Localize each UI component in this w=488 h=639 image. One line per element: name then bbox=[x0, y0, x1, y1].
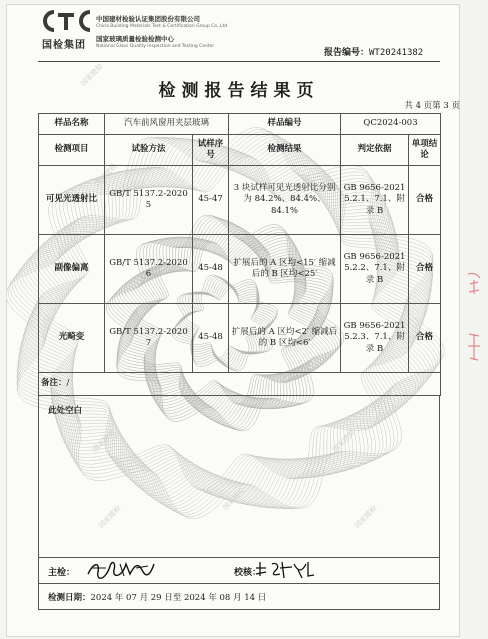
center-name: 国家玻璃质量检验检测中心 bbox=[96, 35, 174, 43]
col-conclusion: 单项结论 bbox=[409, 134, 441, 165]
sample-no-label: 样品编号 bbox=[229, 114, 341, 135]
row-item: 副像偏离 bbox=[39, 235, 105, 304]
test-dates bbox=[48, 591, 266, 603]
sample-name-value: 汽车前风窗用夹层玻璃 bbox=[105, 114, 229, 135]
page-title: 检测报告结果页 bbox=[158, 81, 320, 101]
ctc-logo-icon bbox=[40, 8, 96, 34]
header-row bbox=[39, 134, 441, 165]
watermark: 国家玻检 bbox=[331, 428, 357, 454]
company-logo bbox=[40, 8, 96, 51]
report-number bbox=[324, 45, 423, 58]
org-name-en: China Building Materials Test & Certification Group Co.,Ltd. bbox=[96, 24, 229, 29]
row-specimen: 45-47 bbox=[193, 166, 229, 235]
main-inspector-label: 主检： bbox=[48, 568, 76, 578]
watermark: 国家玻检 bbox=[221, 486, 247, 512]
row-basis: GB 9656-2021 5.2.1、7.1、附录 B bbox=[341, 166, 409, 235]
sample-no-value: QC2024-003 bbox=[341, 114, 441, 135]
table-row bbox=[39, 166, 441, 235]
watermark: 国家玻检 bbox=[353, 504, 379, 530]
row-conclusion: 合格 bbox=[409, 304, 441, 373]
row-item: 光畸变 bbox=[39, 304, 105, 373]
row-method: GB/T 5137.2-2020 7 bbox=[105, 304, 193, 373]
row-specimen: 45-48 bbox=[193, 235, 229, 304]
row-result: 3 块试样可见光透射比分别为 84.2%、84.4%、84.1% bbox=[229, 166, 341, 235]
test-dates-label: 检测日期： bbox=[48, 593, 91, 603]
col-basis: 判定依据 bbox=[341, 134, 409, 165]
row-method: GB/T 5137.2-2020 5 bbox=[105, 166, 193, 235]
watermark: 国家玻检 bbox=[79, 62, 105, 88]
test-dates-value: 2024 年 07 月 29 日至 2024 年 08 月 14 日 bbox=[90, 593, 267, 603]
row-conclusion: 合格 bbox=[409, 235, 441, 304]
results-table bbox=[38, 113, 441, 396]
sample-row bbox=[39, 114, 441, 135]
report-number-label: 报告编号： bbox=[324, 48, 370, 58]
remark-value: / bbox=[66, 378, 70, 389]
main-inspector-signature bbox=[84, 556, 158, 582]
row-specimen: 45-48 bbox=[193, 304, 229, 373]
header-divider bbox=[38, 61, 440, 62]
remark-row bbox=[39, 372, 441, 395]
edge-seal-fragment bbox=[466, 270, 482, 310]
center-name-en: National Glass Quality Inspection and Testing Center bbox=[96, 44, 215, 49]
row-item: 可见光透射比 bbox=[39, 166, 105, 235]
col-item: 检测项目 bbox=[39, 134, 105, 165]
table-row bbox=[39, 235, 441, 304]
row-result: 扩展后的 A 区均<2′ 缩减后的 B 区均<6′ bbox=[229, 304, 341, 373]
row-conclusion: 合格 bbox=[409, 166, 441, 235]
row-method: GB/T 5137.2-2020 6 bbox=[105, 235, 193, 304]
remark bbox=[39, 372, 441, 395]
watermark: 国家玻检 bbox=[93, 162, 119, 188]
col-specimen: 试样序号 bbox=[193, 134, 229, 165]
watermark: 国家玻检 bbox=[91, 428, 117, 454]
row-basis: GB 9656-2021 5.2.3、7.1、附录 B bbox=[341, 304, 409, 373]
watermark: 国家玻检 bbox=[97, 504, 123, 530]
edge-seal-fragment bbox=[466, 330, 482, 370]
col-result: 检测结果 bbox=[229, 134, 341, 165]
report-number-value: WT20241382 bbox=[369, 48, 424, 58]
org-name: 中国建材检验认证集团股份有限公司 bbox=[96, 15, 200, 23]
page-count: 共 4 页第 3 页 bbox=[404, 101, 460, 111]
row-basis: GB 9656-2021 5.2.2、7.1、附录 B bbox=[341, 235, 409, 304]
sample-name-label: 样品名称 bbox=[39, 114, 105, 135]
remark-label: 备注： bbox=[41, 378, 67, 389]
col-method: 试验方法 bbox=[105, 134, 193, 165]
row-result: 扩展后的 A 区均<15′ 缩减后的 B 区均<25′ bbox=[229, 235, 341, 304]
blank-note: 此处空白 bbox=[48, 406, 83, 416]
checker-signature bbox=[254, 558, 316, 580]
logo-text: 国检集团 bbox=[42, 40, 86, 51]
organization-block bbox=[96, 14, 229, 49]
table-row bbox=[39, 304, 441, 373]
checker-label: 校核： bbox=[234, 568, 262, 578]
